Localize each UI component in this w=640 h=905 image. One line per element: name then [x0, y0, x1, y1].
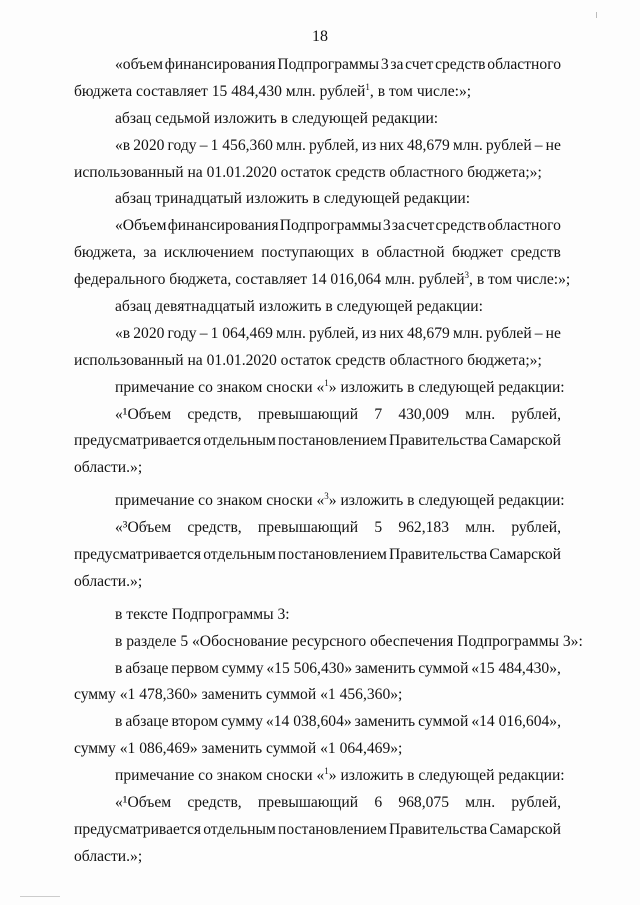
word: из	[361, 324, 377, 342]
text-line	[74, 682, 561, 709]
text-line	[74, 455, 561, 482]
word: не	[545, 324, 561, 342]
word: превышающий	[257, 519, 359, 537]
footnote-mark: 1	[365, 81, 370, 92]
text-line	[74, 629, 583, 656]
word: «¹Объем	[115, 794, 172, 812]
word: Правительства	[389, 546, 488, 564]
word: средств	[435, 217, 487, 235]
text-line	[74, 160, 561, 187]
word: в	[361, 244, 369, 262]
line-text: абзац седьмой изложить в следующей редакции:	[115, 109, 439, 127]
word: средств,	[187, 794, 242, 812]
word: млн.	[276, 324, 306, 342]
word: млн.	[465, 519, 496, 537]
word: них	[379, 136, 404, 154]
word: «Объем	[115, 217, 167, 235]
line-text-tail: » изложить в следующей редакции:	[328, 492, 565, 510]
text-line	[74, 186, 561, 213]
line-text: области.»;	[74, 572, 143, 590]
word: –	[534, 136, 543, 154]
line-text: сумму «1 478,360» заменить суммой «1 456,360»;	[74, 686, 403, 704]
word: рублей,	[511, 794, 561, 812]
word: абзаце	[125, 659, 169, 677]
word: 962,183	[398, 519, 449, 537]
word: 2020	[133, 136, 165, 154]
text-line	[74, 656, 561, 683]
word: постановлением	[278, 820, 387, 838]
word: 968,075	[398, 794, 449, 812]
word: «14 016,604»,	[471, 713, 561, 731]
page-number: 18	[312, 28, 328, 45]
word: Самарской	[489, 820, 561, 838]
word: рублей,	[309, 136, 359, 154]
line-text-tail: , в том числе:»;	[469, 271, 571, 289]
footnote-mark: 3	[324, 491, 329, 502]
word: них	[379, 324, 404, 342]
word: постановлением	[278, 546, 387, 564]
scan-artifact	[596, 12, 597, 18]
word: млн.	[452, 136, 483, 154]
word: году	[167, 324, 197, 342]
word: 48,679	[406, 324, 450, 342]
line-text: в разделе 5 «Обоснование ресурсного обеспечения Подпрограммы 3»:	[115, 632, 583, 650]
text-line	[74, 515, 561, 542]
word: превышающий	[257, 794, 359, 812]
text-line	[74, 402, 561, 429]
word: млн.	[465, 794, 496, 812]
text-line	[74, 602, 561, 629]
word: «15 484,430»,	[471, 659, 561, 677]
word: –	[199, 324, 208, 342]
word: за	[143, 244, 157, 262]
text-line	[74, 736, 561, 763]
footnote-mark: 1	[324, 765, 329, 776]
line-text: области.»;	[74, 459, 143, 477]
text-line	[74, 133, 561, 160]
word: отдельным	[203, 546, 276, 564]
word: отдельным	[203, 432, 276, 450]
word: финансирования	[167, 217, 279, 235]
word: в	[115, 713, 123, 731]
word: областной	[376, 244, 445, 262]
word: рублей,	[309, 324, 359, 342]
text-line	[74, 790, 561, 817]
word: «в	[115, 136, 131, 154]
word: финансирования	[164, 56, 276, 73]
word: заменить	[354, 713, 416, 731]
word: –	[199, 136, 208, 154]
line-text: примечание со знаком сноски «	[115, 378, 325, 396]
word: счет	[405, 56, 434, 73]
word: средств	[510, 244, 561, 262]
line-text-tail: » изложить в следующей редакции:	[328, 378, 565, 396]
line-text: федерального бюджета, составляет 14 016,064 млн. рублей	[74, 271, 465, 289]
word: первом	[171, 659, 219, 677]
word: «объем	[115, 56, 163, 73]
word: –	[534, 324, 543, 342]
scan-artifact	[20, 896, 60, 897]
footnote-mark: 1	[324, 377, 329, 388]
word: млн.	[452, 324, 483, 342]
word: средств,	[187, 519, 242, 537]
text-line	[74, 267, 571, 294]
word: рублей,	[511, 405, 561, 423]
text-line	[74, 321, 561, 348]
line-text-tail: » изложить в следующей редакции:	[328, 767, 565, 785]
word: постановлением	[278, 432, 387, 450]
word: предусматривается	[74, 820, 202, 838]
word: абзаце	[125, 713, 169, 731]
word: 2020	[133, 324, 165, 342]
word: средств,	[187, 405, 242, 423]
word: «15 506,430»	[266, 659, 353, 677]
line-text: использованный на 01.01.2020 остаток средств областного бюджета;»;	[74, 351, 542, 369]
word: счет	[406, 217, 435, 235]
text-line	[74, 213, 561, 240]
word: суммой	[418, 713, 469, 731]
word: за	[390, 56, 404, 73]
word: бюджета,	[74, 244, 137, 262]
text-line	[74, 844, 561, 871]
word: млн.	[465, 405, 496, 423]
word: Правительства	[389, 820, 488, 838]
word: втором	[171, 713, 219, 731]
footnote-mark: 3	[464, 269, 470, 280]
word: рублей,	[511, 519, 561, 537]
line-text: бюджета составляет 15 484,430 млн. рублей	[74, 82, 366, 100]
word: рублей	[485, 324, 532, 342]
word: 1 064,469	[210, 324, 273, 342]
word: превышающий	[257, 405, 359, 423]
line-text: использованный на 01.01.2020 остаток средств областного бюджета;»;	[74, 163, 542, 181]
word: суммой	[418, 659, 469, 677]
word: «14 038,604»	[265, 713, 352, 731]
text-line	[74, 52, 561, 79]
word: 5	[374, 519, 383, 537]
text-line	[74, 294, 561, 321]
word: Правительства	[389, 432, 488, 450]
text-line	[74, 542, 561, 569]
word: Самарской	[489, 432, 561, 450]
word: рублей	[485, 136, 532, 154]
document-body	[74, 52, 583, 871]
word: из	[361, 136, 377, 154]
word: 48,679	[406, 136, 450, 154]
word: 1 456,360	[210, 136, 273, 154]
text-line	[74, 428, 561, 455]
word: Подпрограммы	[277, 56, 380, 73]
line-text-tail: , в том числе:»;	[369, 82, 472, 100]
line-text: примечание со знаком сноски «	[115, 492, 325, 510]
line-text: сумму «1 086,469» заменить суммой «1 064,469»;	[74, 740, 403, 758]
word: средств	[435, 56, 486, 73]
word: 430,009	[398, 405, 449, 423]
word: году	[167, 136, 197, 154]
word: Самарской	[489, 546, 561, 564]
word: млн.	[276, 136, 306, 154]
word: 3	[380, 56, 389, 73]
word: сумму	[221, 713, 263, 731]
line-text: абзац девятнадцатый изложить в следующей редакции:	[115, 298, 483, 316]
line-text: абзац тринадцатый изложить в следующей редакции:	[115, 190, 471, 208]
text-line	[74, 375, 565, 402]
word: 3	[382, 217, 391, 235]
word: Подпрограммы	[279, 217, 382, 235]
text-line	[74, 79, 561, 106]
text-line	[74, 763, 565, 790]
text-line	[74, 348, 561, 375]
word: 6	[374, 794, 383, 812]
text-line	[74, 240, 561, 267]
word: 7	[374, 405, 383, 423]
word: бюджет	[452, 244, 504, 262]
word: сумму	[221, 659, 264, 677]
line-text: области.»;	[74, 847, 143, 865]
word: «¹Объем	[115, 405, 172, 423]
word: в	[115, 659, 123, 677]
word: предусматривается	[74, 432, 202, 450]
word: заменить	[354, 659, 416, 677]
word: областного	[487, 56, 561, 73]
word: «³Объем	[115, 519, 172, 537]
word: областного	[487, 217, 561, 235]
text-line	[74, 106, 561, 133]
word: поступающих	[261, 244, 355, 262]
word: исключением	[163, 244, 254, 262]
text-line	[74, 709, 561, 736]
line-text: примечание со знаком сноски «	[115, 767, 325, 785]
word: не	[545, 136, 561, 154]
word: за	[391, 217, 405, 235]
word: отдельным	[203, 820, 276, 838]
word: предусматривается	[74, 546, 202, 564]
text-line	[74, 488, 565, 515]
text-line	[74, 817, 561, 844]
text-line	[74, 569, 561, 596]
word: «в	[115, 324, 131, 342]
line-text: в тексте Подпрограммы 3:	[115, 605, 290, 623]
